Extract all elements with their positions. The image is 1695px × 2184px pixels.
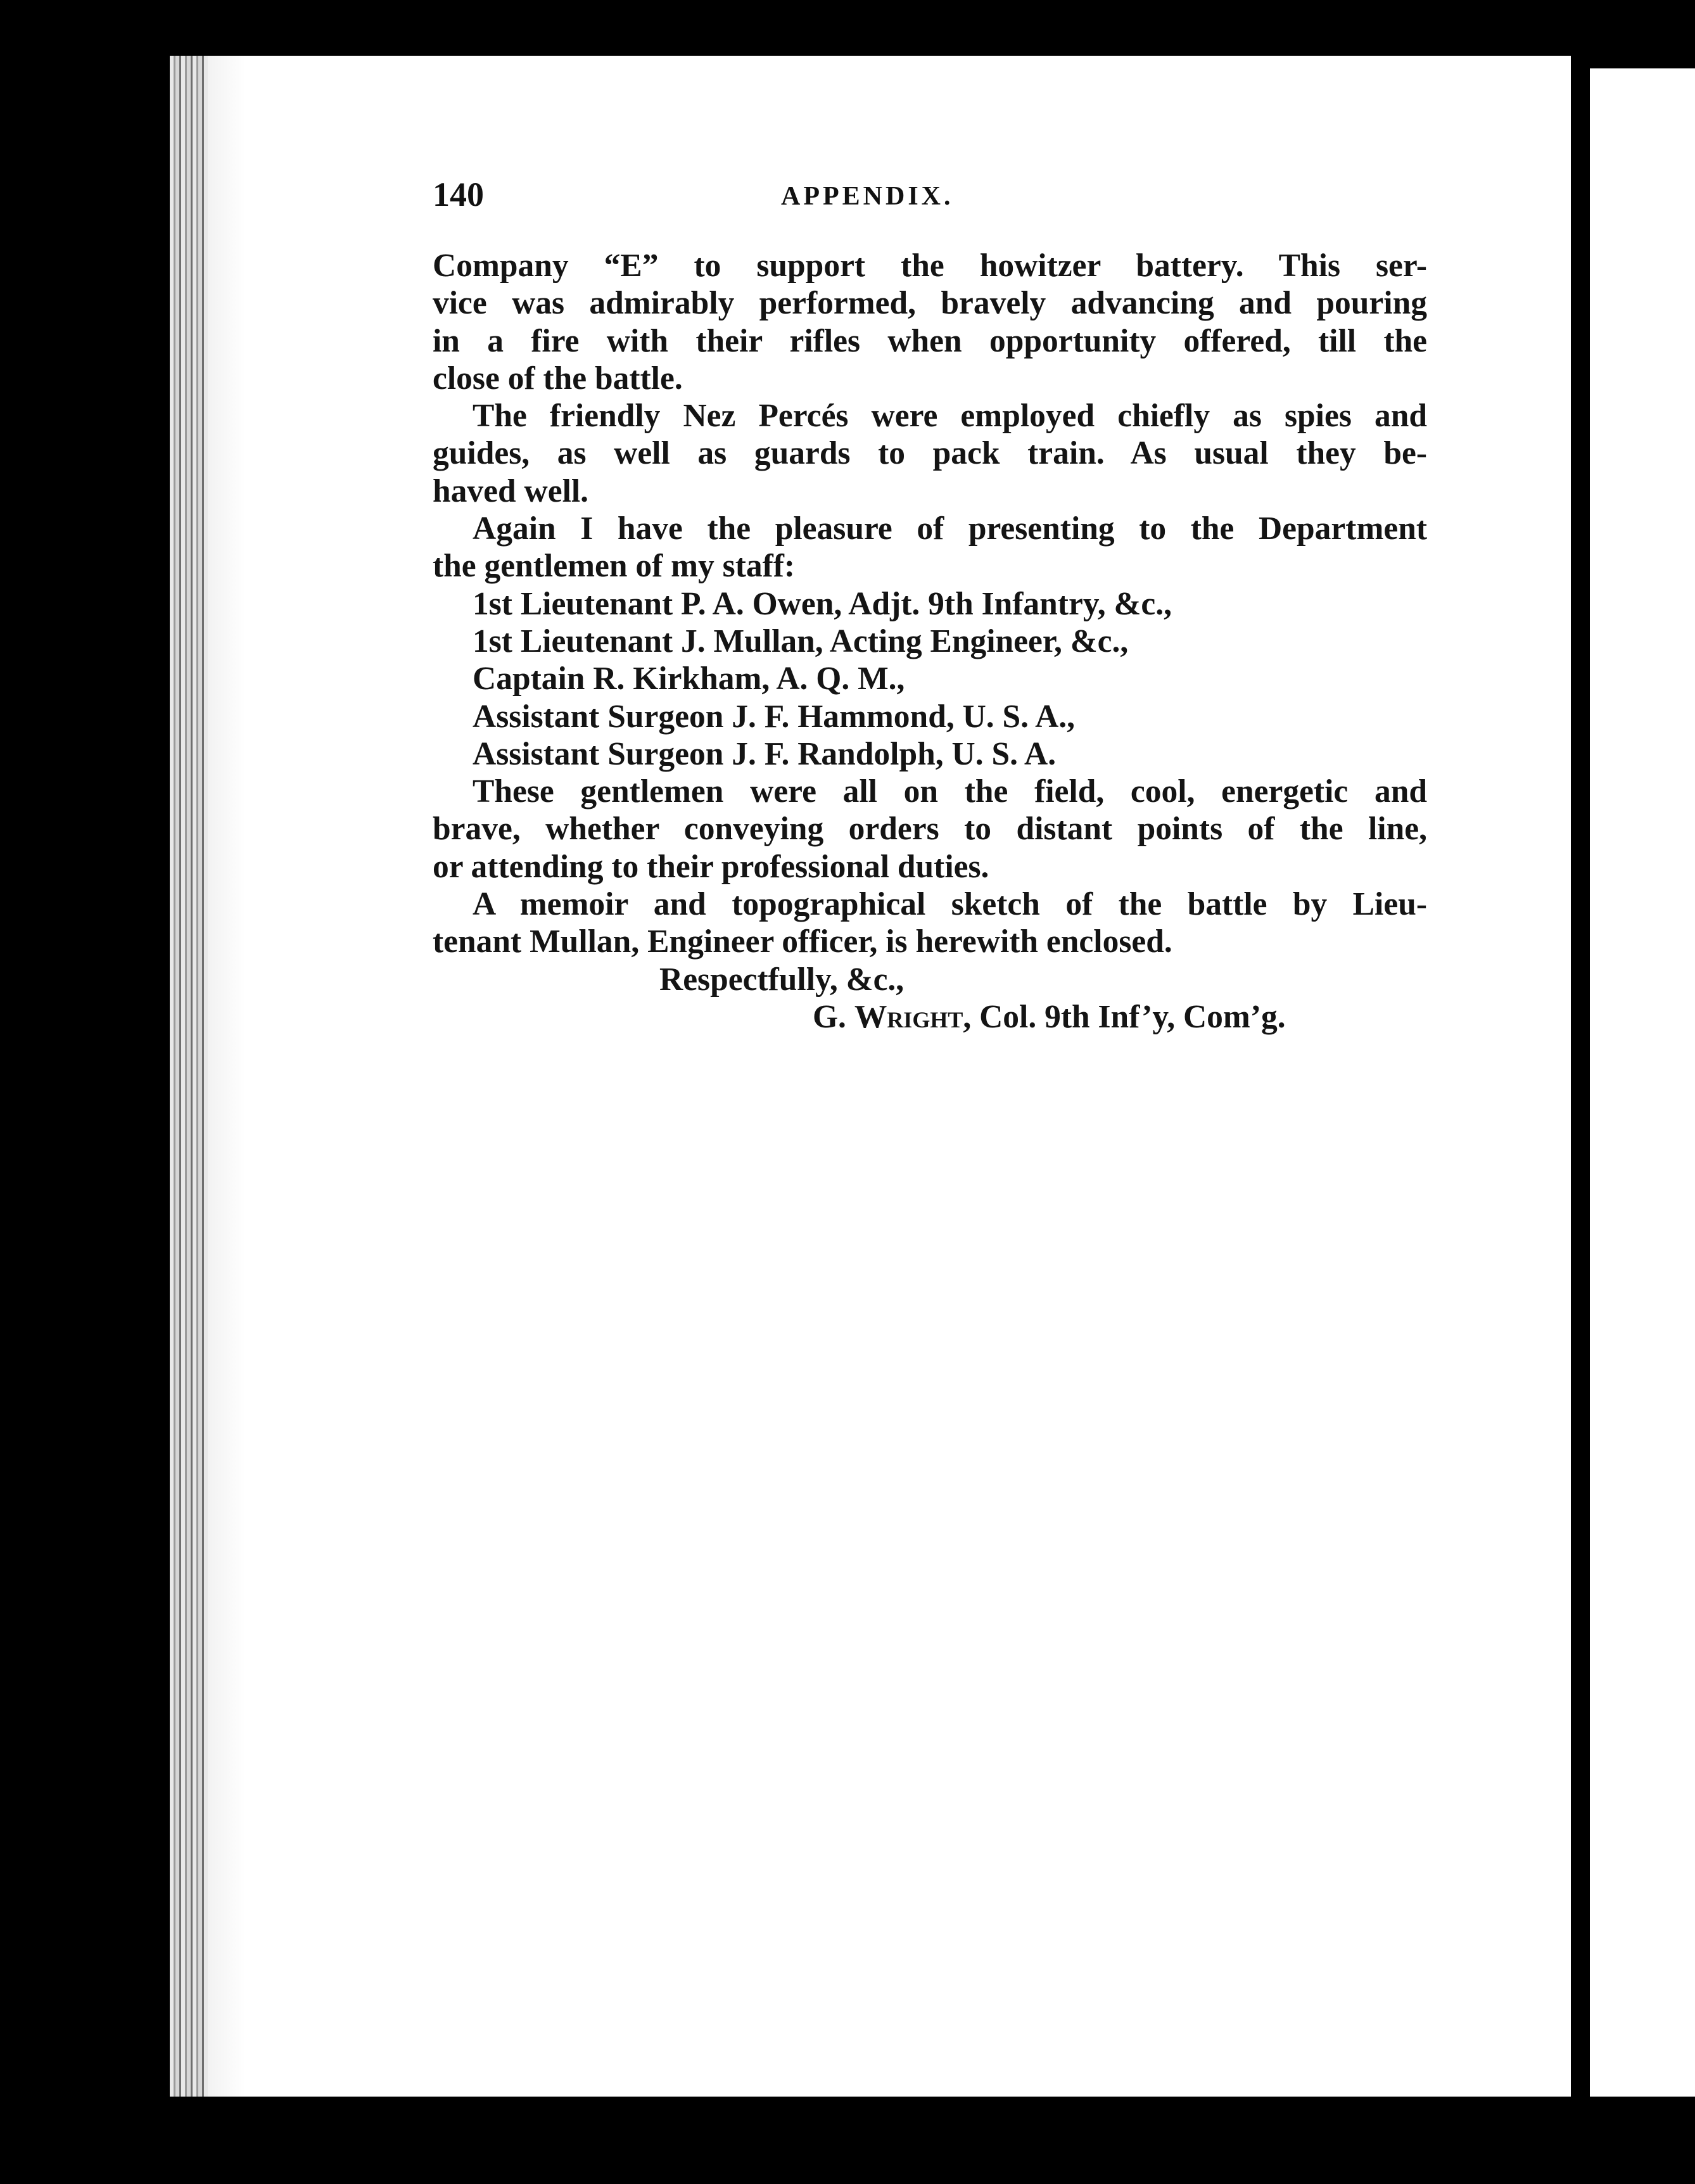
- text-line: Again I have the pleasure of presenting to the Department: [473, 511, 1427, 547]
- text-line: close of the battle.: [433, 360, 683, 397]
- page-content: [246, 56, 1571, 2097]
- signature-line: [433, 998, 1427, 1036]
- text-line: These gentlemen were all on the field, cool, energetic and: [473, 773, 1427, 810]
- facing-page-edge: [1590, 68, 1695, 2097]
- text-line: vice was admirably performed, bravely advancing and pouring: [433, 285, 1427, 322]
- text-line: guides, as well as guards to pack train. As usual they be-: [433, 435, 1427, 472]
- signature-rank: Col. 9th Inf’y, Com’g.: [979, 998, 1286, 1035]
- text-line: brave, whether conveying orders to distant points of the line,: [433, 811, 1427, 848]
- signature-initial: G.: [813, 998, 846, 1035]
- text-line: A memoir and topographical sketch of the battle by Lieu-: [473, 886, 1427, 923]
- body-text: [433, 247, 1427, 1036]
- staff-entry: Captain R. Kirkham, A. Q. M.,: [473, 661, 905, 697]
- text-line: Company “E” to support the howitzer battery. This ser-: [433, 248, 1427, 284]
- text-line: or attending to their professional duties.: [433, 848, 989, 885]
- text-line: haved well.: [433, 473, 589, 509]
- staff-entry: 1st Lieutenant J. Mullan, Acting Engineer, &c.,: [473, 623, 1129, 659]
- staff-entry: Assistant Surgeon J. F. Randolph, U. S. A.: [473, 735, 1057, 772]
- text-line: The friendly Nez Percés were employed chiefly as spies and: [473, 398, 1427, 435]
- staff-entry: 1st Lieutenant P. A. Owen, Adjt. 9th Infantry, &c.,: [473, 585, 1172, 622]
- text-line: the gentlemen of my staff:: [433, 548, 796, 585]
- running-title: APPENDIX.: [781, 182, 954, 211]
- signature-name: Wright,: [854, 998, 972, 1035]
- text-line: tenant Mullan, Engineer officer, is herewith enclosed.: [433, 924, 1172, 960]
- running-head: [433, 175, 1674, 225]
- text-line: in a fire with their rifles when opportunity offered, till the: [433, 322, 1427, 359]
- closing-salutation: Respectfully, &c.,: [659, 961, 905, 998]
- page-number: 140: [433, 175, 484, 213]
- staff-entry: Assistant Surgeon J. F. Hammond, U. S. A.,: [473, 698, 1076, 735]
- book-page-edges: [170, 56, 246, 2097]
